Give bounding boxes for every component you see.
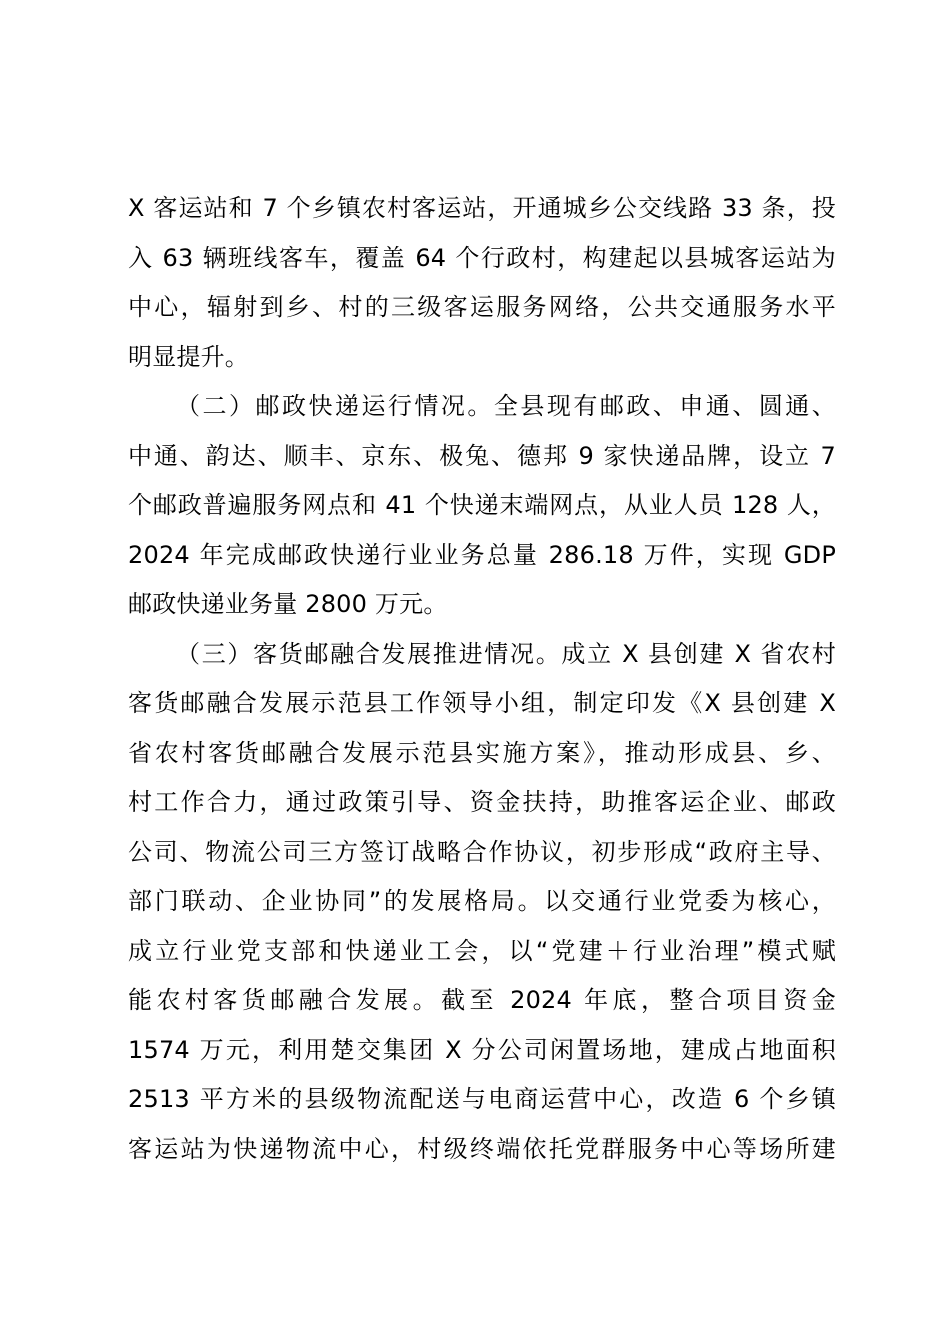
- paragraph-line: 中通、韵达、顺丰、京东、极兔、德邦 9 家快递品牌，设立 7: [128, 441, 836, 470]
- paragraph-line: X 客运站和 7 个乡镇农村客运站，开通城乡公交线路 33 条，投: [128, 194, 836, 222]
- paragraph-heading-line: （二）邮政快递运行情况。全县现有邮政、申通、圆通、: [176, 392, 836, 420]
- paragraph-line: 中心，辐射到乡、村的三级客运服务网络，公共交通服务水平: [128, 293, 836, 321]
- body-text: [128, 184, 836, 1174]
- paragraph-line: 1574 万元，利用楚交集团 X 分公司闲置场地，建成占地面积: [128, 1035, 836, 1064]
- paragraph-heading-line: （三）客货邮融合发展推进情况。成立 X 县创建 X 省农村: [176, 639, 836, 668]
- paragraph-line: 公司、物流公司三方签订战略合作协议，初步形成“政府主导、: [128, 837, 836, 866]
- paragraph-line: 2513 平方米的县级物流配送与电商运营中心，改造 6 个乡镇: [128, 1085, 836, 1113]
- paragraph-line: 村工作合力，通过政策引导、资金扶持，助推客运企业、邮政: [128, 788, 836, 816]
- paragraph-line: 客货邮融合发展示范县工作领导小组，制定印发《X 县创建 X: [128, 689, 836, 717]
- paragraph-line: 个邮政普遍服务网点和 41 个快递末端网点，从业人员 128 人，: [128, 491, 836, 519]
- paragraph-line: 入 63 辆班线客车，覆盖 64 个行政村，构建起以县城客运站为: [128, 243, 836, 272]
- paragraph-line: 能农村客货邮融合发展。截至 2024 年底，整合项目资金: [128, 986, 836, 1014]
- paragraph-line: 成立行业党支部和快递业工会，以“党建＋行业治理”模式赋: [128, 936, 836, 965]
- paragraph-line: 明显提升。: [128, 342, 249, 371]
- paragraph-line: 客运站为快递物流中心，村级终端依托党群服务中心等场所建: [128, 1134, 836, 1163]
- paragraph-line: 2024 年完成邮政快递行业业务总量 286.18 万件，实现 GDP: [128, 540, 836, 569]
- paragraph-line: 省农村客货邮融合发展示范县实施方案》，推动形成县、乡、: [128, 738, 836, 767]
- paragraph-line: 邮政快递业务量 2800 万元。: [128, 590, 448, 618]
- paragraph-line: 部门联动、企业协同”的发展格局。以交通行业党委为核心，: [128, 887, 836, 915]
